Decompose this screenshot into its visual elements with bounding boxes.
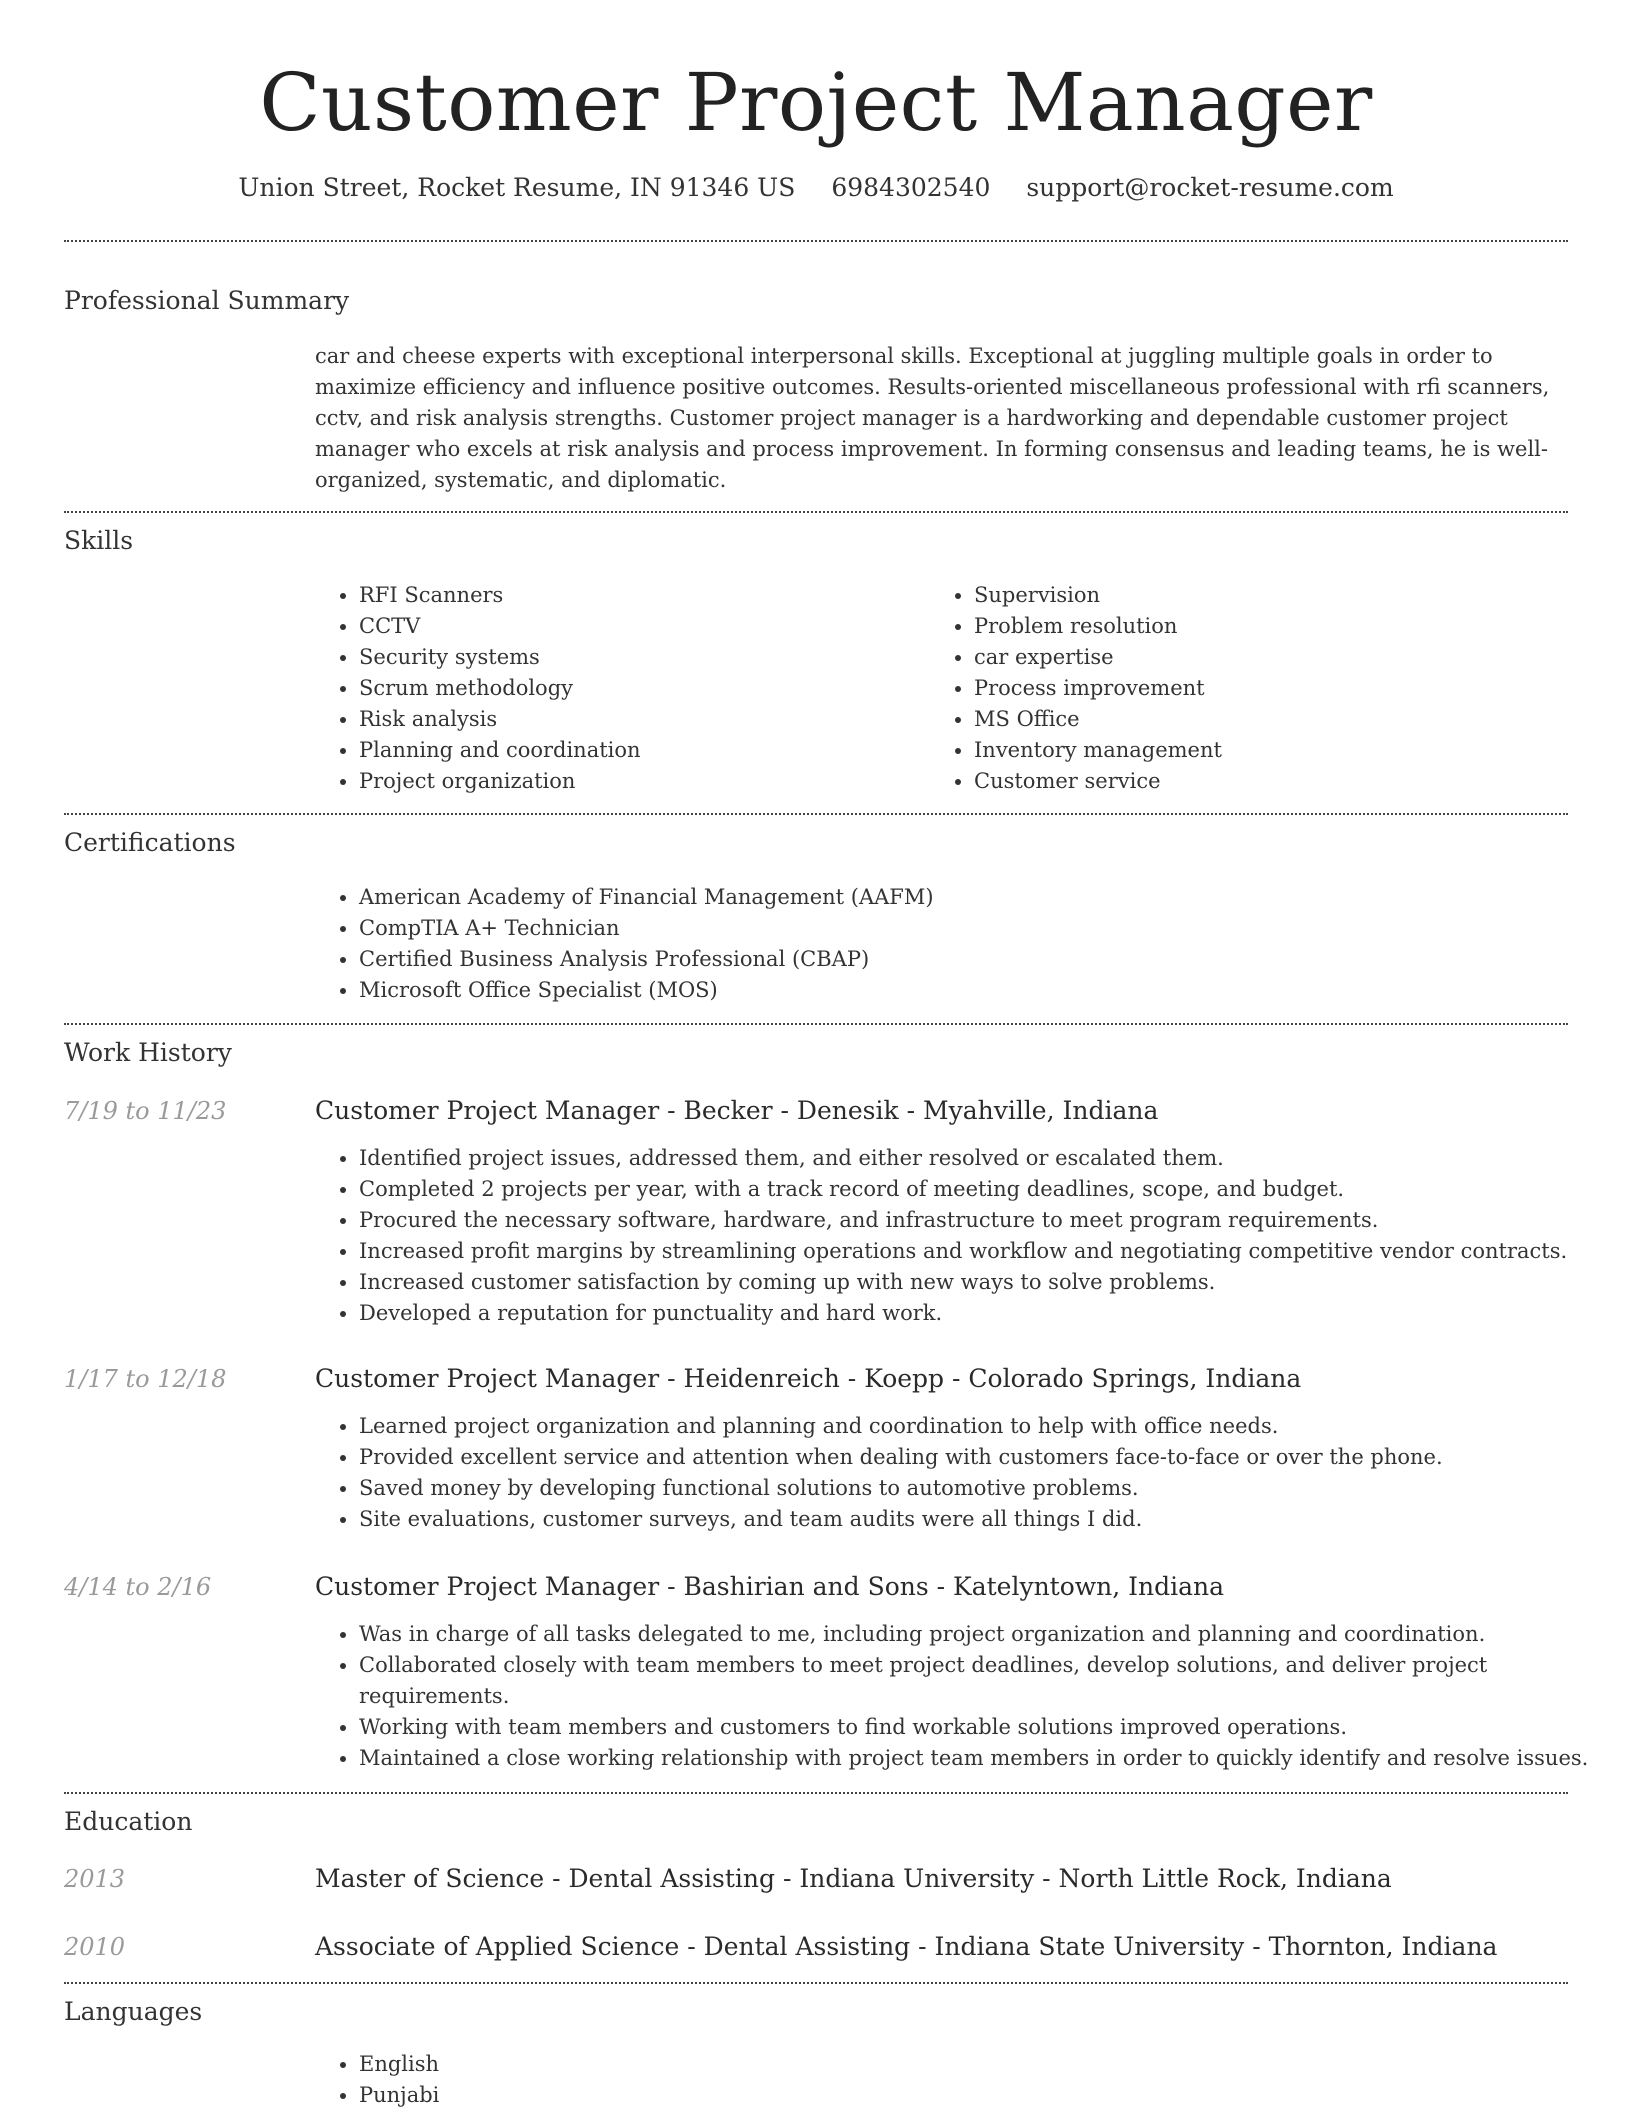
header-divider [64, 240, 1568, 242]
job-bullet: • Maintained a close working relationship with project team members in order to quickly identify and resolve issues. [359, 1743, 1604, 1774]
skill-item: • MS Office [974, 704, 1574, 735]
skill-item: • Planning and coordination [359, 735, 919, 766]
job-bullet: • Site evaluations, customer surveys, and team audits were all things I did. [359, 1504, 1604, 1535]
job-dates: 4/14 to 2/16 [64, 1573, 212, 1601]
skill-item: • Scrum methodology [359, 673, 919, 704]
job-bullet: • Was in charge of all tasks delegated to me, including project organization and planning and coordination. [359, 1619, 1604, 1650]
job-bullet: • Completed 2 projects per year, with a track record of meeting deadlines, scope, and budget. [359, 1174, 1604, 1205]
certifications-divider [64, 1023, 1568, 1025]
skill-item: • Inventory management [974, 735, 1574, 766]
language-item: • English [359, 2049, 959, 2080]
job-bullet: • Provided excellent service and attention when dealing with customers face-to-face or over the phone. [359, 1442, 1604, 1473]
job-bullet: • Learned project organization and planning and coordination to help with office needs. [359, 1411, 1604, 1442]
skills-heading: Skills [64, 526, 134, 555]
education-year: 2013 [64, 1865, 126, 1893]
job-bullet: • Saved money by developing functional solutions to automotive problems. [359, 1473, 1604, 1504]
education-degree: Master of Science - Dental Assisting - Indiana University - North Little Rock, Indiana [315, 1864, 1392, 1893]
skill-item: • car expertise [974, 642, 1574, 673]
contact-address: Union Street, Rocket Resume, IN 91346 US [238, 173, 796, 202]
resume-name: Customer Project Manager [259, 56, 1373, 149]
summary-divider [64, 511, 1568, 513]
education-divider [64, 1982, 1568, 1984]
skills-list-right [930, 580, 1574, 797]
skill-item: • Process improvement [974, 673, 1574, 704]
education-degree: Associate of Applied Science - Dental Assisting - Indiana State University - Thornton, Indiana [315, 1932, 1498, 1961]
skill-item: • Supervision [974, 580, 1574, 611]
job-bullet: • Procured the necessary software, hardware, and infrastructure to meet program requirements. [359, 1205, 1604, 1236]
skill-item: • Risk analysis [359, 704, 919, 735]
certification-item: • CompTIA A+ Technician [359, 913, 1559, 944]
job-bullet: • Identified project issues, addressed them, and either resolved or escalated them. [359, 1143, 1604, 1174]
certifications-list [315, 882, 1559, 1006]
contact-email: support@rocket-resume.com [1026, 173, 1394, 202]
summary-text: car and cheese experts with exceptional interpersonal skills. Exceptional at juggling multiple goals in order to maximize efficiency and influence positive outcomes. Results-oriented miscellaneous professional with rfi scanners, cctv, and risk analysis strengths. Customer project manager is a hardworking and dependable customer project manager who excels at risk analysis and process improvement. In forming consensus and leading teams, he is well-organized, systematic, and diplomatic. [315, 344, 1550, 492]
job-title: Customer Project Manager - Becker - Denesik - Myahville, Indiana [315, 1096, 1159, 1125]
work-history-divider [64, 1792, 1568, 1794]
contact-phone: 6984302540 [831, 173, 991, 202]
job-bullet: • Collaborated closely with team members to meet project deadlines, develop solutions, and deliver project requirements. [359, 1650, 1604, 1712]
job-title: Customer Project Manager - Bashirian and Sons - Katelyntown, Indiana [315, 1572, 1225, 1601]
job-dates: 7/19 to 11/23 [64, 1097, 227, 1125]
skill-item: • Problem resolution [974, 611, 1574, 642]
education-year: 2010 [64, 1933, 126, 1961]
job-bullets [315, 1619, 1604, 1774]
education-heading: Education [64, 1807, 193, 1836]
language-item: • Punjabi [359, 2080, 959, 2111]
job-title: Customer Project Manager - Heidenreich - Koepp - Colorado Springs, Indiana [315, 1364, 1302, 1393]
skill-item: • Customer service [974, 766, 1574, 797]
job-bullet: • Working with team members and customers to find workable solutions improved operations. [359, 1712, 1604, 1743]
certification-item: • American Academy of Financial Management (AAFM) [359, 882, 1559, 913]
certifications-heading: Certifications [64, 828, 236, 857]
skill-item: • CCTV [359, 611, 919, 642]
job-bullets [315, 1143, 1604, 1329]
certification-item: • Microsoft Office Specialist (MOS) [359, 975, 1559, 1006]
skill-item: • RFI Scanners [359, 580, 919, 611]
job-bullet: • Increased customer satisfaction by coming up with new ways to solve problems. [359, 1267, 1604, 1298]
languages-list [315, 2049, 959, 2111]
job-bullet: • Developed a reputation for punctuality and hard work. [359, 1298, 1604, 1329]
languages-heading: Languages [64, 1997, 203, 2026]
skills-divider [64, 813, 1568, 815]
work-history-heading: Work History [64, 1038, 232, 1067]
job-bullets [315, 1411, 1604, 1535]
contact-line [0, 168, 1632, 208]
summary-heading: Professional Summary [64, 286, 350, 315]
job-bullet: • Increased profit margins by streamlining operations and workflow and negotiating competitive vendor contracts. [359, 1236, 1604, 1267]
certification-item: • Certified Business Analysis Professional (CBAP) [359, 944, 1559, 975]
job-dates: 1/17 to 12/18 [64, 1365, 227, 1393]
skill-item: • Security systems [359, 642, 919, 673]
skills-list-left [315, 580, 919, 797]
skill-item: • Project organization [359, 766, 919, 797]
